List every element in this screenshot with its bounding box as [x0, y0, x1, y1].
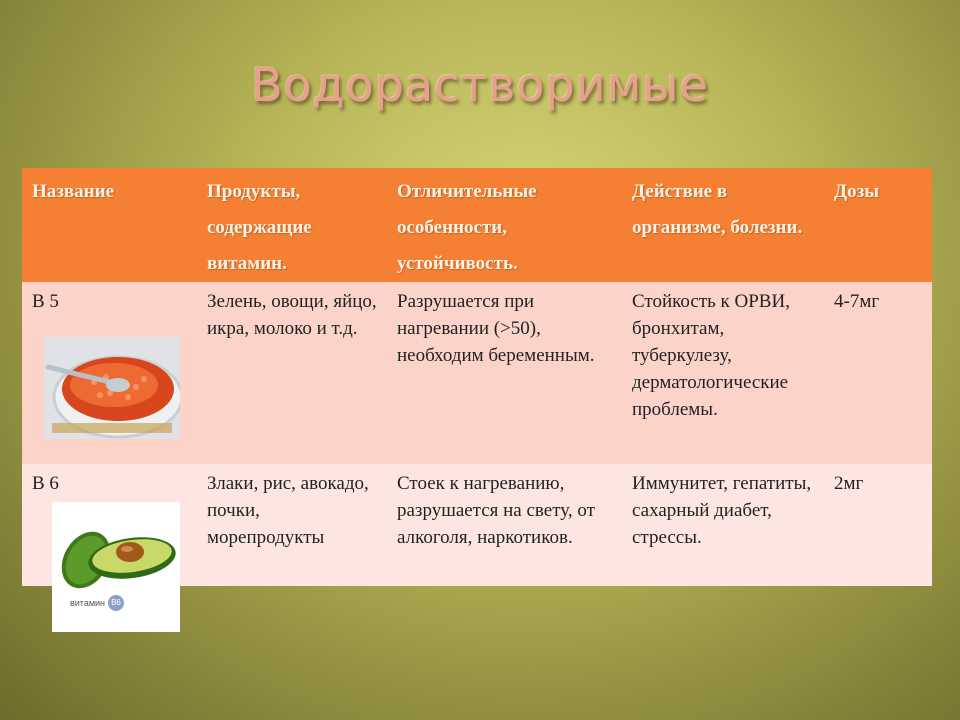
slide-title: Водорастворимые	[251, 58, 709, 112]
avocado-icon	[52, 502, 180, 597]
cell-effects: Иммунитет, гепатиты, сахарный диабет, стрессы.	[622, 464, 824, 586]
avocado-photo	[52, 502, 180, 632]
header-features: Отличительные особенности, устойчивость.	[387, 168, 622, 282]
cell-name: В 6	[22, 464, 197, 586]
cell-doses: 4-7мг	[824, 282, 932, 464]
cell-products: Зелень, овощи, яйцо, икра, молоко и т.д.	[197, 282, 387, 464]
avocado-caption: витамин	[70, 598, 106, 608]
cell-features: Разрушается при нагревании (>50), необходим беременным.	[387, 282, 622, 464]
cell-features: Стоек к нагреванию, разрушается на свету, от алкоголя, наркотиков.	[387, 464, 622, 586]
header-effects: Действие в организме, болезни.	[622, 168, 824, 282]
cell-doses: 2мг	[824, 464, 932, 586]
header-doses: Дозы	[824, 168, 932, 282]
header-name: Название	[22, 168, 197, 282]
cell-effects: Стойкость к ОРВИ, бронхитам, туберкулезу, дерматологические проблемы.	[622, 282, 824, 464]
table-header-row	[22, 168, 932, 282]
caviar-jar-photo	[44, 337, 180, 439]
cell-name: В 5	[22, 282, 197, 464]
cell-products: Злаки, рис, авокадо, почки, морепродукты	[197, 464, 387, 586]
header-products: Продукты, содержащие витамин.	[197, 168, 387, 282]
vitamin-badge: B6	[108, 595, 124, 611]
